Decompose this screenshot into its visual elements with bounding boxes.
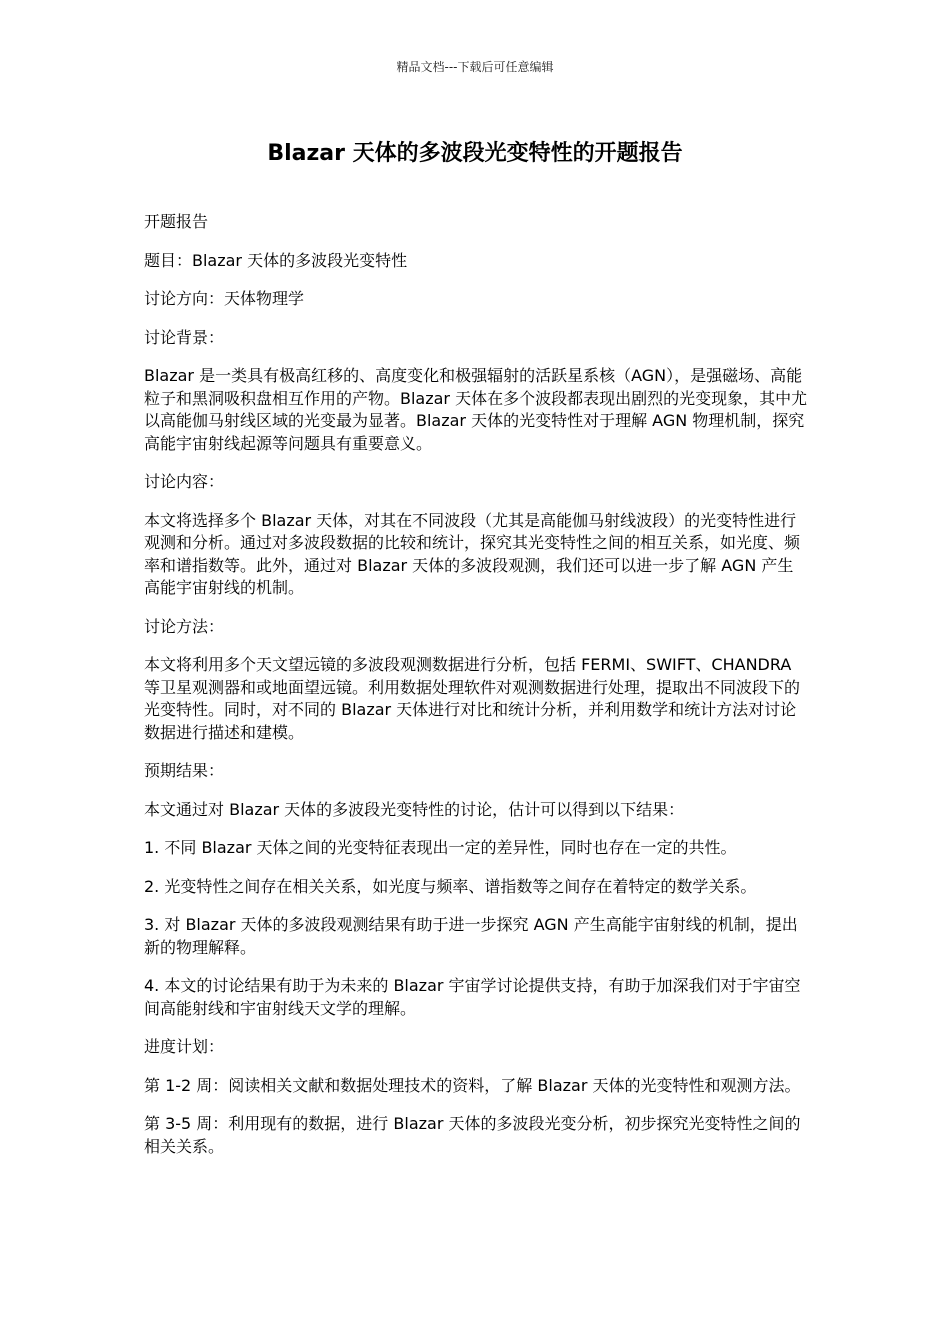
result-item-2: 2. 光变特性之间存在相关关系，如光度与频率、谱指数等之间存在着特定的数学关系。 [144,876,757,896]
results-heading: 预期结果： [144,761,225,780]
content-paragraph: 本文将选择多个 Blazar 天体，对其在不同波段（尤其是高能伽马射线波段）的光变特性进行观测和分析。通过对多波段数据的比较和统计，探究其光变特性之间的相互关系，如光度、频率和谱指数等。此外，通过对 Blazar 天体的多波段观测，我们还可以进一步了解 AGN 产生高能宇宙射线的机制。 [144,510,801,597]
schedule-item-weeks-1-2: 第 1-2 周：阅读相关文献和数据处理技术的资料，了解 Blazar 天体的光变特性和观测方法。 [144,1075,801,1095]
document-title: Blazar 天体的多波段光变特性的开题报告 [267,141,683,166]
method-heading: 讨论方法： [144,616,225,636]
topic-line: 题目：Blazar 天体的多波段光变特性 [144,250,408,270]
schedule-heading: 进度计划： [144,1037,225,1056]
result-item-4: 4. 本文的讨论结果有助于为未来的 Blazar 宇宙学讨论提供支持，有助于加深我们对于宇宙空间高能射线和宇宙射线天文学的理解。 [144,976,801,1018]
schedule-item-weeks-3-5: 第 3-5 周：利用现有的数据，进行 Blazar 天体的多波段光变分析，初步探究光变特性之间的相关关系。 [144,1114,801,1156]
results-intro: 本文通过对 Blazar 天体的多波段光变特性的讨论，估计可以得到以下结果： [144,799,685,819]
document-body [144,211,809,1174]
content-heading: 讨论内容： [144,472,225,491]
background-paragraph: Blazar 是一类具有极高红移的、高度变化和极强辐射的活跃星系核（AGN），是强磁场、高能粒子和黑洞吸积盘相互作用的产物。Blazar 天体在多个波段都表现出剧烈的光变现象，其中尤以高能伽马射线区域的光变最为显著。Blazar 天体的光变特性对于理解 AGN 物理机制，探究高能宇宙射线起源等问题具有重要意义。 [144,366,808,453]
background-heading: 讨论背景： [144,327,225,347]
direction-line: 讨论方向：天体物理学 [144,289,305,308]
method-paragraph: 本文将利用多个天文望远镜的多波段观测数据进行分析，包括 FERMI、SWIFT、CHANDRA 等卫星观测器和或地面望远镜。利用数据处理软件对观测数据进行处理，提取出不同波段下的光变特性。同时，对不同的 Blazar 天体进行对比和统计分析，并利用数学和统计方法对讨论数据进行描述和建模。 [144,655,801,742]
result-item-3: 3. 对 Blazar 天体的多波段观测结果有助于进一步探究 AGN 产生高能宇宙射线的机制，提出新的物理解释。 [144,915,798,957]
section-label-report: 开题报告 [144,212,209,231]
page-header-note: 精品文档---下载后可任意编辑 [396,60,554,74]
result-item-1: 1. 不同 Blazar 天体之间的光变特征表现出一定的差异性，同时也存在一定的共性。 [144,838,737,857]
